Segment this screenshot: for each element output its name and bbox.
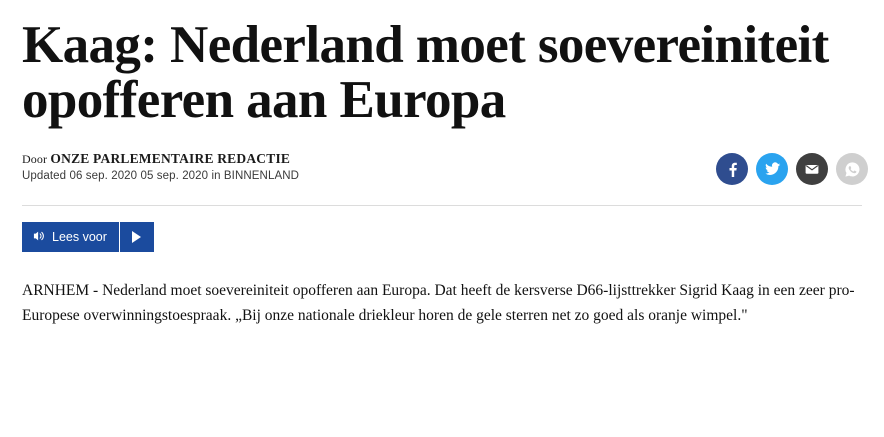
whatsapp-share-button[interactable] bbox=[836, 153, 868, 185]
byline-author: ONZE PARLEMENTAIRE REDACTIE bbox=[50, 151, 291, 167]
byline-prefix: Door bbox=[22, 152, 48, 167]
play-icon bbox=[132, 231, 141, 243]
facebook-icon bbox=[724, 161, 740, 177]
whatsapp-icon bbox=[844, 161, 861, 178]
article-timestamp: Updated 06 sep. 2020 05 sep. 2020 in BINNENLAND bbox=[22, 170, 300, 183]
share-buttons bbox=[716, 153, 868, 185]
divider bbox=[22, 205, 862, 206]
read-aloud-player bbox=[22, 222, 170, 252]
facebook-share-button[interactable] bbox=[716, 153, 748, 185]
read-aloud-button[interactable] bbox=[22, 222, 119, 252]
byline-block bbox=[22, 151, 862, 197]
play-button[interactable] bbox=[120, 222, 154, 252]
twitter-icon bbox=[764, 161, 781, 178]
read-aloud-label: Lees voor bbox=[52, 230, 107, 245]
page-title: Kaag: Nederland moet soevereiniteit opofferen aan Europa bbox=[22, 16, 829, 129]
envelope-icon bbox=[804, 161, 820, 177]
article-lede: ARNHEM - Nederland moet soevereiniteit opofferen aan Europa. Dat heeft de kersverse D66-lijsttrekker Sigrid Kaag in een zeer pro-Europese overwinningstoespraak. „Bij onze nationale driekleur horen de gele sterren net zo goed als oranje wimpel." bbox=[22, 282, 855, 325]
twitter-share-button[interactable] bbox=[756, 153, 788, 185]
email-share-button[interactable] bbox=[796, 153, 828, 185]
speaker-icon bbox=[32, 229, 46, 246]
